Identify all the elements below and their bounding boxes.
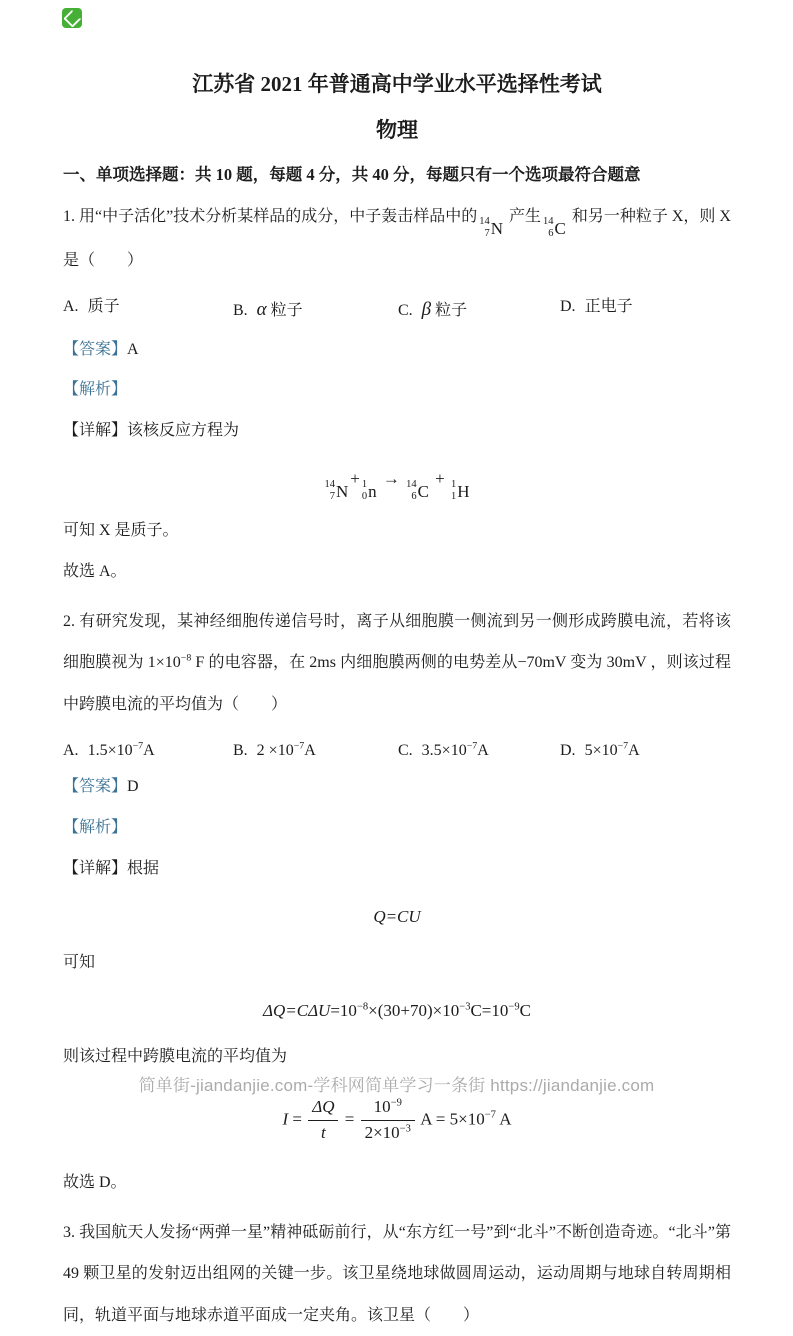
option-key: B.	[233, 741, 248, 759]
question-1-detail-line	[63, 411, 731, 452]
question-3-stem: 3. 我国航天人发扬“两弹一星”精神砥砺前行，从“东方红一号”到“北斗”不断创造奇迹。“北斗”第 49 颗卫星的发射迈出组网的关键一步。该卫星绕地球做圆周运动，运动周期与地球自转周期相同，轨道平面与地球赤道平面成一定夹角。该卫星（ ）	[63, 1223, 731, 1324]
subject-title: 物理	[376, 118, 418, 143]
question-2-options	[63, 734, 731, 768]
question-1-analysis-line	[63, 370, 731, 411]
answer-value: D	[127, 778, 139, 796]
option-text: $5\times 10^{-7}A$	[584, 740, 640, 759]
answer-label: 【答案】	[63, 778, 128, 796]
answer-label: 【答案】	[63, 340, 128, 358]
option-text: 正电子	[584, 297, 633, 315]
option-key: A.	[63, 297, 79, 315]
option-text: $1.5\times 10^{-7}A$	[87, 740, 155, 759]
question-2-mid-text-1: 可知	[63, 953, 96, 971]
option-text: 质子	[87, 297, 120, 315]
option-key: D.	[560, 741, 576, 759]
question-2-conclusion: 故选 D。	[63, 1173, 127, 1191]
answer-value: A	[127, 340, 139, 358]
option-key: B.	[233, 301, 248, 319]
detail-text: 该核反应方程为	[127, 422, 240, 440]
option-key: C.	[398, 301, 413, 319]
question-1-note: 可知 X 是质子。	[63, 522, 179, 540]
question-1-answer-line	[63, 330, 731, 371]
question-1-option-b	[233, 290, 398, 330]
question-2-formula-delta-q: $\Delta Q=C\Delta U=10^{-8}\times(30+70)\times 10^{-3}C=10^{-9}C$	[263, 1000, 531, 1020]
question-1-options	[63, 290, 731, 330]
analysis-label: 【解析】	[63, 818, 128, 836]
question-1-conclusion: 故选 A。	[63, 562, 127, 580]
detail-label: 【详解】	[63, 422, 128, 440]
green-badge-icon	[62, 8, 82, 28]
analysis-label: 【解析】	[63, 381, 128, 399]
option-key: D.	[560, 297, 576, 315]
option-text: β 粒子	[421, 298, 468, 320]
option-text: $3.5\times 10^{-7}A$	[421, 740, 489, 759]
option-key: C.	[398, 741, 413, 759]
option-key: A.	[63, 741, 79, 759]
detail-label: 【详解】	[63, 859, 128, 877]
question-1-stem: 1. 用“中子活化”技术分析某样品的成分，中子轰击样品中的 14 7 N 产生 14 6 C 和另一种粒子 X，则 X 是（ ）	[63, 208, 731, 270]
question-2-option-c	[398, 734, 560, 768]
question-2-formula-qcu: Q=CU	[373, 906, 421, 926]
question-2-stem: 2. 有研究发现，某神经细胞传递信号时，离子从细胞膜一侧流到另一侧形成跨膜电流，若将该细胞膜视为 $1\times 10^{-8}$ F 的电容器，在 2ms 内细胞膜两侧的电势差从−70mV 变为 30mV ，则该过程中跨膜电流的平均值为（ ）	[63, 612, 731, 713]
question-2-option-d	[560, 734, 731, 768]
question-2-detail-line	[63, 849, 731, 890]
page-title: 江苏省 2021 年普通高中学业水平选择性考试	[192, 72, 602, 96]
question-1-nuclear-equation: 14 7 N + 1 0 n → 14 6 C + 1 1 H	[324, 469, 470, 503]
option-text: $2 \times 10^{-7}A$	[256, 740, 316, 759]
question-2-formula-current: I = $\frac{\Delta Q}{t}$ = $\frac{10^{-9}}{2\times 10^{-3}}$ $A = 5\times 10^{-7}$ A	[282, 1096, 512, 1142]
question-2-mid-text-2: 则该过程中跨膜电流的平均值为	[63, 1048, 288, 1066]
option-text: α 粒子	[256, 298, 303, 320]
question-2-option-b	[233, 734, 398, 768]
detail-text: 根据	[127, 859, 160, 877]
section-heading: 一、单项选择题：共 10 题，每题 4 分，共 40 分，每题只有一个选项最符合题意	[63, 164, 641, 184]
question-1-option-a	[63, 290, 233, 330]
question-1-option-c	[398, 290, 560, 330]
question-1-option-d	[560, 290, 731, 330]
page-footer: 简单街-jiandanjie.com-学科网简单学习一条街 https://jiandanjie.com	[138, 1076, 655, 1095]
question-2-analysis-line	[63, 808, 731, 849]
question-2-option-a	[63, 734, 233, 768]
question-2-answer-line	[63, 767, 731, 808]
